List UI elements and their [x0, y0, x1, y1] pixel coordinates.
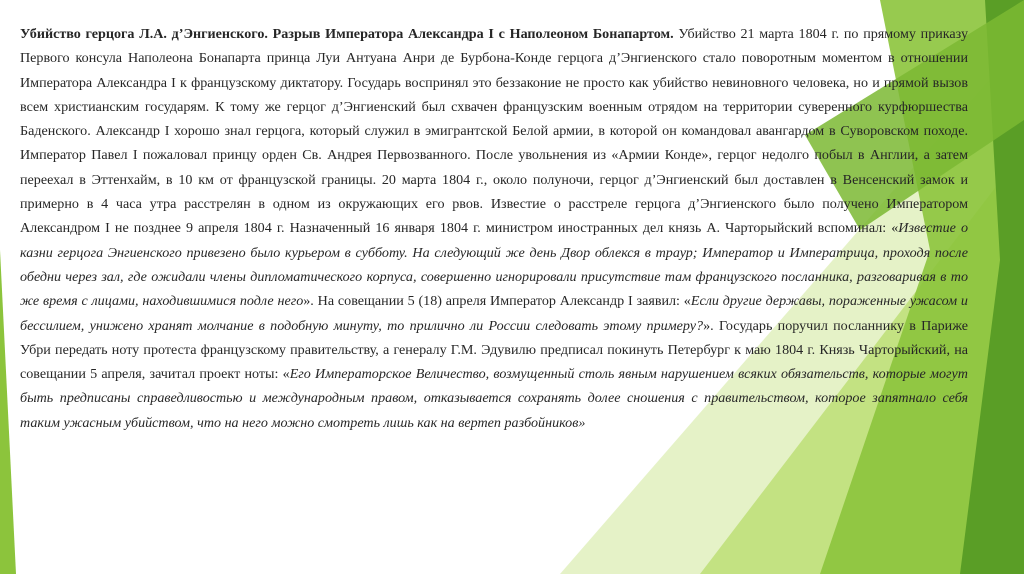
slide-body-text	[20, 22, 968, 435]
quote-czartoryski: Известие о казни герцога Энгиенского привезено было курьером в субботу. На следующий же день Двор облекся в траур; Император и Императрица, проходя после обедни через зал, где ожидали члены дипломатического корпуса, совершенно игнорировали присутствие там французского посланника, разговаривая в то же время с лицами, находившимися подле него	[20, 220, 968, 310]
quote-alexander: Если другие державы, пораженные ужасом и бессилием, унижено хранят молчание в подобную минуту, то прилично ли России следовать этому примеру?	[20, 293, 968, 334]
left-green-sliver	[0, 250, 16, 574]
quote-note-draft: Его Императорское Величество, возмущенный столь явным нарушением всяких обязательств, которые могут быть предписаны справедливостью и международным правом, отказывается сохранять долее сношения с правительством, которое запятнало себя таким ужасным убийством, что на него можно смотреть лишь как на вертеп разбойников»	[20, 366, 968, 431]
slide-heading: Убийство герцога Л.А. д’Энгиенского. Разрыв Императора Александра I с Наполеоном Бонапартом.	[20, 26, 674, 42]
body-paragraph-3: ». Государь поручил посланнику в Париже Убри передать ноту протеста французскому правительству, а генералу Г.М. Эдувилю предписал покинуть Петербург к маю 1804 г. Князь Чарторыйский, на совещании 5 апреля, зачитал проект ноты: «	[20, 317, 968, 383]
body-paragraph-1: Убийство 21 марта 1804 г. по прямому приказу Первого консула Наполеона Бонапарта принца Луи Антуана Анри де Бурбона-Конде герцога д’Энгиенского стало поворотным моментом в отношении Императора Александра I к французскому диктатору. Государь воспринял это беззаконие не просто как убийство невиновного человека, но и прямой вызов всем христианским государям. К тому же герцог д’Энгиенский был схвачен французским военным отрядом на территории суверенного курфюршества Баденского. Александр I хорошо знал герцога, который служил в эмигрантской Белой армии, в которой он командовал авангардом в Суворовском походе. Император Павел I пожаловал принцу орден Св. Андрея Первозванного. После увольнения из «Армии Конде», герцог недолго побыл в Англии, а затем переехал в Эттенхайм, в 10 км от французской границы. 20 марта 1804 г., около полуночи, герцог д’Энгиенский был доставлен в Венсенский замок и примерно в 4 часа утра расстрелян в одном из окружающих его рвов. Известие о расстреле герцога д’Энгиенского было получено Императором Александром I не позднее 9 апреля 1804 г. Назначенный 16 января 1804 г. министром иностранных дел князь А. Чарторыйский вспоминал: «	[20, 26, 968, 237]
body-paragraph-2: ». На совещании 5 (18) апреля Император Александр I заявил: «	[303, 293, 691, 310]
